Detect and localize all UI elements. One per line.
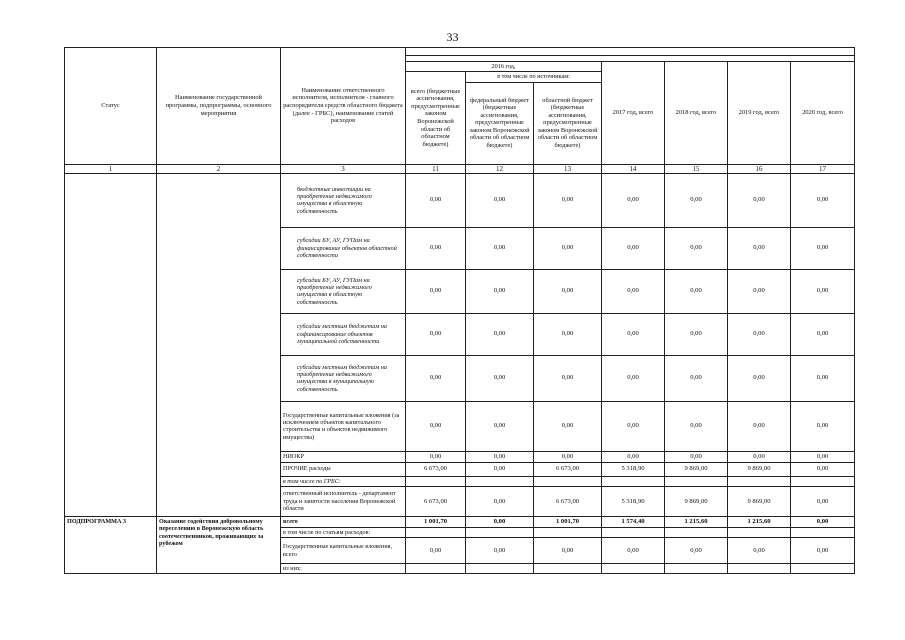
row-value: 0,00 (602, 538, 665, 564)
row-value: 0,00 (534, 451, 602, 462)
row-value: 0,00 (466, 538, 534, 564)
col-number: 17 (791, 164, 855, 173)
status-cell (65, 173, 157, 516)
row-value: 0,00 (534, 269, 602, 313)
row-value: 0,00 (665, 451, 728, 462)
header-2020: 2020 год, всего (791, 62, 855, 165)
row-label: в том числе по статьям расходов: (281, 527, 406, 537)
header-2018: 2018 год, всего (665, 62, 728, 165)
row-value: 6 673,00 (534, 462, 602, 476)
header-status: Статус (65, 48, 157, 165)
col-number: 14 (602, 164, 665, 173)
col-number: 3 (281, 164, 406, 173)
row-label: в том числе по ГРБС: (281, 476, 406, 486)
row-label: субсидии местным бюджетам на приобретение недвижимого имущества в муниципальную собственность (281, 355, 406, 401)
row-value: 0,00 (665, 227, 728, 269)
header-regional: областной бюджет (бюджетные ассигнования, предусмотренные законом Воронежской области об областном бюджете) (534, 82, 602, 164)
row-value: 1 215,60 (665, 516, 728, 527)
row-value: 0,00 (728, 451, 791, 462)
row-value: 9 869,00 (728, 486, 791, 516)
row-value: 0,00 (406, 451, 466, 462)
row-value: 1 574,40 (602, 516, 665, 527)
row-value: 0,00 (791, 486, 855, 516)
col-number: 12 (466, 164, 534, 173)
subprogram-name: Оказание содействия добровольному переселению в Воронежскую область соотечественников, проживающих за рубежом (157, 516, 281, 573)
row-label: бюджетные инвестиции на приобретение недвижимого имущества в областную собственность (281, 173, 406, 227)
row-value: 0,00 (791, 313, 855, 355)
row-value: 0,00 (406, 173, 466, 227)
row-value: 1 215,60 (728, 516, 791, 527)
row-value: 1 001,70 (406, 516, 466, 527)
subprogram-status: ПОДПРОГРАММА 3 (65, 516, 157, 573)
header-2019: 2019 год, всего (728, 62, 791, 165)
row-value: 0,00 (602, 227, 665, 269)
header-2017: 2017 год, всего (602, 62, 665, 165)
col-number: 11 (406, 164, 466, 173)
row-value: 0,00 (602, 313, 665, 355)
row-value: 0,00 (791, 355, 855, 401)
header-year-2016: 2016 год, (406, 62, 602, 72)
row-value: 6 673,00 (406, 486, 466, 516)
row-value: 9 869,00 (665, 462, 728, 476)
row-value: 0,00 (665, 173, 728, 227)
col-number: 2 (157, 164, 281, 173)
row-value: 0,00 (602, 451, 665, 462)
row-value: 1 001,70 (534, 516, 602, 527)
row-value: 0,00 (665, 355, 728, 401)
row-value: 0,00 (665, 401, 728, 451)
row-value: 0,00 (602, 401, 665, 451)
row-value: 0,00 (466, 355, 534, 401)
row-value: 0,00 (791, 227, 855, 269)
row-value: 0,00 (466, 227, 534, 269)
row-label: ответственный исполнитель - департамент труда и занятости населения Воронежской области (281, 486, 406, 516)
row-value: 0,00 (406, 538, 466, 564)
row-value: 0,00 (602, 355, 665, 401)
col-number: 1 (65, 164, 157, 173)
row-value: 0,00 (534, 313, 602, 355)
row-value: 0,00 (466, 401, 534, 451)
header-blank (406, 48, 855, 56)
header-federal: федеральный бюджет (бюджетные ассигнования, предусмотренные законом Воронежской области об областном бюджете) (466, 82, 534, 164)
header-executor: Наименование ответственного исполнителя, исполнителя - главного распорядителя средств областного бюджета (далее - ГРБС), наименование статей расходов (281, 48, 406, 165)
budget-table (64, 47, 855, 574)
row-value: 0,00 (791, 451, 855, 462)
row-label: всего (281, 516, 406, 527)
row-label: субсидии местным бюджетам на софинансирование объектов муниципальной собственности (281, 313, 406, 355)
row-value: 0,00 (728, 538, 791, 564)
row-value: 9 869,00 (665, 486, 728, 516)
row-value: 0,00 (534, 227, 602, 269)
row-value: 0,00 (728, 401, 791, 451)
row-value: 0,00 (406, 269, 466, 313)
row-label: субсидии БУ, АУ, ГУПам на финансирование объектов областной собственности (281, 227, 406, 269)
row-value: 0,00 (665, 269, 728, 313)
row-label: Государственные капитальные вложения (за исключением объектов капитального строительства и объектов недвижимого имущества) (281, 401, 406, 451)
row-value: 0,00 (791, 401, 855, 451)
row-value: 0,00 (534, 355, 602, 401)
row-value: 0,00 (602, 269, 665, 313)
page-number: 33 (446, 30, 459, 44)
row-value: 0,00 (665, 538, 728, 564)
row-value: 0,00 (466, 516, 534, 527)
row-value: 0,00 (791, 462, 855, 476)
row-value: 0,00 (466, 313, 534, 355)
row-value: 0,00 (534, 401, 602, 451)
row-value: 0,00 (791, 516, 855, 527)
row-label: из них: (281, 564, 406, 574)
col-number: 16 (728, 164, 791, 173)
row-value: 0,00 (406, 227, 466, 269)
row-label: НИОКР (281, 451, 406, 462)
row-value: 0,00 (406, 355, 466, 401)
row-value: 0,00 (728, 313, 791, 355)
header-by-sources: в том числе по источникам: (466, 72, 602, 82)
header-total-2016: всего (бюджетные ассигнования, предусмотренные законом Воронежской области об областном бюджете) (406, 72, 466, 164)
row-value: 0,00 (728, 355, 791, 401)
row-label: ПРОЧИЕ расходы (281, 462, 406, 476)
row-value: 0,00 (534, 538, 602, 564)
row-value: 0,00 (602, 173, 665, 227)
col-number: 13 (534, 164, 602, 173)
row-value: 0,00 (406, 401, 466, 451)
row-value: 0,00 (466, 486, 534, 516)
row-value: 0,00 (728, 227, 791, 269)
header-program-name: Наименование государственной программы, подпрограммы, основного мероприятия (157, 48, 281, 165)
row-value: 0,00 (728, 173, 791, 227)
table-row (65, 173, 855, 227)
row-value: 5 318,90 (602, 462, 665, 476)
row-value: 0,00 (466, 173, 534, 227)
program-cell (157, 173, 281, 516)
subprogram-total-row (65, 516, 855, 527)
row-value: 5 318,90 (602, 486, 665, 516)
row-value: 6 673,00 (534, 486, 602, 516)
row-value: 0,00 (791, 269, 855, 313)
row-value: 0,00 (466, 451, 534, 462)
row-value: 0,00 (791, 173, 855, 227)
row-value: 0,00 (534, 173, 602, 227)
row-value: 0,00 (466, 269, 534, 313)
row-label: субсидии БУ, АУ, ГУПам на приобретение недвижимого имущества в областную собственность (281, 269, 406, 313)
row-value: 9 869,00 (728, 462, 791, 476)
row-value: 0,00 (466, 462, 534, 476)
row-value: 0,00 (406, 313, 466, 355)
row-value: 0,00 (728, 269, 791, 313)
row-value: 0,00 (791, 538, 855, 564)
col-number: 15 (665, 164, 728, 173)
row-label: Государственные капитальные вложения, всего (281, 538, 406, 564)
row-value: 6 673,00 (406, 462, 466, 476)
row-value: 0,00 (665, 313, 728, 355)
